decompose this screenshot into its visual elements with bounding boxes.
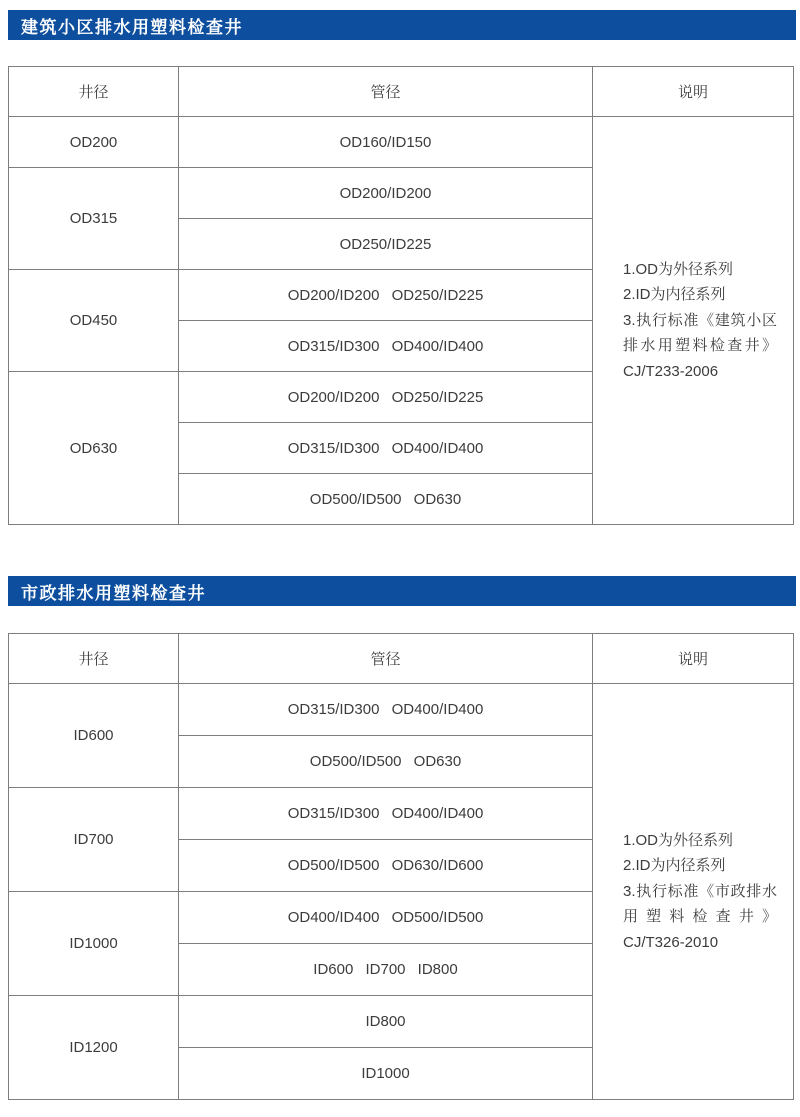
well-cell: OD630 xyxy=(9,372,179,525)
pipe-cell: OD250/ID225 xyxy=(179,219,593,270)
well-cell: OD200 xyxy=(9,117,179,168)
col-header-well: 井径 xyxy=(9,67,179,117)
well-table-municipal xyxy=(8,633,794,1100)
col-header-well: 井径 xyxy=(9,634,179,684)
pipe-cell: OD200/ID200 OD250/ID225 xyxy=(179,270,593,321)
note-line: 1.OD为外径系列 xyxy=(623,260,734,278)
section-title: 建筑小区排水用塑料检查井 xyxy=(21,17,243,37)
col-header-pipe: 管径 xyxy=(179,67,593,117)
pipe-cell: OD315/ID300 OD400/ID400 xyxy=(179,423,593,474)
pipe-cell: ID800 xyxy=(179,996,593,1048)
pipe-cell: OD500/ID500 OD630 xyxy=(179,474,593,525)
well-cell: ID600 xyxy=(9,684,179,788)
col-header-notes: 说明 xyxy=(593,634,794,684)
pipe-cell: ID600 ID700 ID800 xyxy=(179,944,593,996)
section-banner-municipal xyxy=(8,576,796,606)
note-line: 3.执行标准《市政排水用塑料检查井》CJ/T326-2010 xyxy=(623,882,777,951)
well-cell: ID1000 xyxy=(9,892,179,996)
well-cell: OD450 xyxy=(9,270,179,372)
notes-cell xyxy=(593,117,794,525)
pipe-cell: OD500/ID500 OD630/ID600 xyxy=(179,840,593,892)
pipe-cell: OD315/ID300 OD400/ID400 xyxy=(179,684,593,736)
section-banner-building xyxy=(8,10,796,40)
table-header-row xyxy=(9,634,794,684)
pipe-cell: OD200/ID200 OD250/ID225 xyxy=(179,372,593,423)
section-title: 市政排水用塑料检查井 xyxy=(21,583,206,603)
pipe-cell: OD160/ID150 xyxy=(179,117,593,168)
table-row xyxy=(9,684,794,736)
pipe-cell: ID1000 xyxy=(179,1048,593,1100)
table-row xyxy=(9,117,794,168)
pipe-cell: OD200/ID200 xyxy=(179,168,593,219)
well-table-building xyxy=(8,66,794,525)
note-line: 2.ID为内径系列 xyxy=(623,857,726,875)
note-line: 3.执行标准《建筑小区排水用塑料检查井》CJ/T233-2006 xyxy=(623,311,777,380)
pipe-cell: OD400/ID400 OD500/ID500 xyxy=(179,892,593,944)
well-cell: ID700 xyxy=(9,788,179,892)
col-header-pipe: 管径 xyxy=(179,634,593,684)
pipe-cell: OD315/ID300 OD400/ID400 xyxy=(179,788,593,840)
notes-cell xyxy=(593,684,794,1100)
note-line: 1.OD为外径系列 xyxy=(623,831,734,849)
well-cell: OD315 xyxy=(9,168,179,270)
note-line: 2.ID为内径系列 xyxy=(623,286,726,304)
table-header-row xyxy=(9,67,794,117)
well-cell: ID1200 xyxy=(9,996,179,1100)
pipe-cell: OD315/ID300 OD400/ID400 xyxy=(179,321,593,372)
col-header-notes: 说明 xyxy=(593,67,794,117)
pipe-cell: OD500/ID500 OD630 xyxy=(179,736,593,788)
